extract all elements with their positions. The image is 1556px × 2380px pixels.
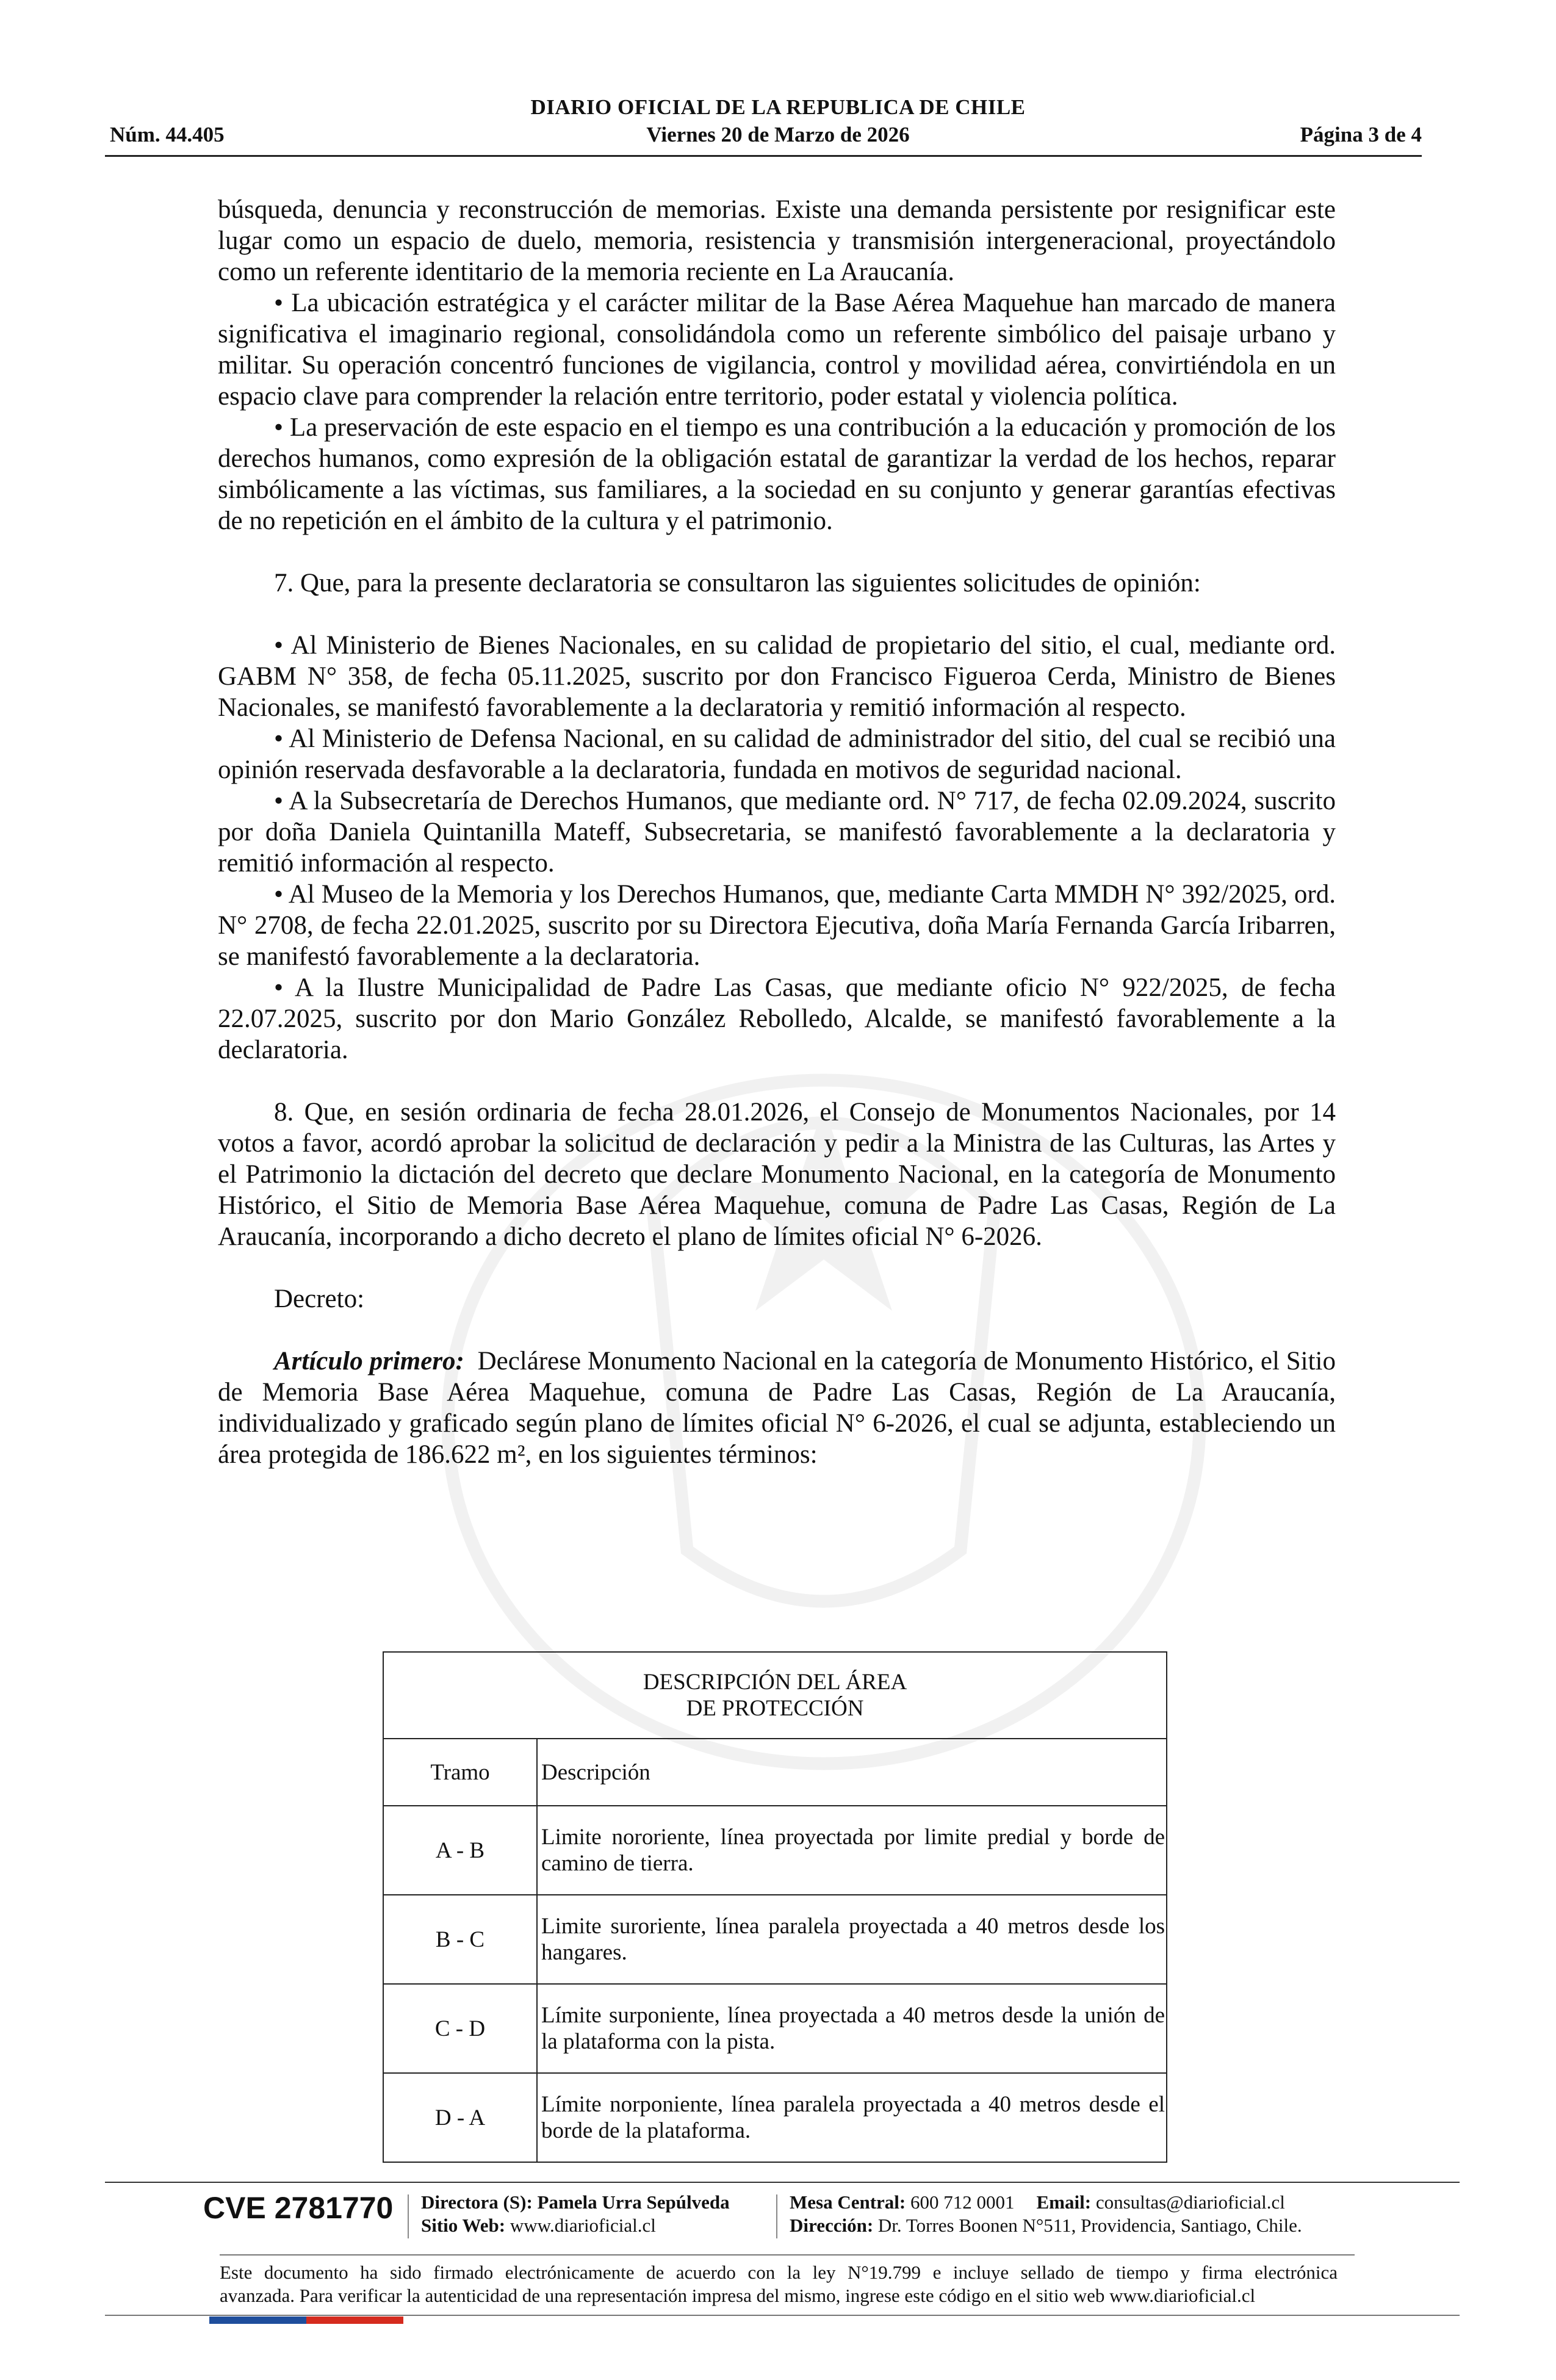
paragraph-continuation: búsqueda, denuncia y reconstrucción de memorias. Existe una demanda persistente por resignificar este lugar como un espacio de duelo, memoria, resistencia y transmisión intergeneracional, proyectándolo como un referente identitario de la memoria reciente en La Araucanía. <box>218 195 1336 286</box>
phone-label: Mesa Central: <box>790 2191 906 2213</box>
footer-separator <box>776 2194 777 2238</box>
footer-divider-top <box>105 2182 1460 2183</box>
descripcion-cell: Límite norponiente, línea paralela proyectada a 40 metros desde el borde de la plataforma. <box>537 2073 1167 2162</box>
phone-value: 600 712 0001 <box>910 2191 1015 2213</box>
bullet-defensa-nacional: • Al Ministerio de Defensa Nacional, en su calidad de administrador del sitio, del cual se recibió una opinión reservada desfavorable a la declaratoria, fundada en motivos de seguridad nacional. <box>218 724 1336 784</box>
header-divider <box>105 155 1422 157</box>
flag-red-segment <box>306 2317 403 2324</box>
articulo-primero-lead: Artículo primero: <box>274 1347 464 1376</box>
website-label: Sitio Web: <box>421 2215 506 2236</box>
footer-contact-right <box>790 2191 1302 2237</box>
articulo-primero-text: Declárese Monumento Nacional en la categoría de Monumento Histórico, el Sitio de Memoria Base Aérea Maquehue, comuna de Padre Las Casas, Región de La Araucanía, individualizado y graficado según plano de límites oficial N° 6-2026, el cual se adjunta, estableciendo un área protegida de 186.622 m², en los siguientes términos: <box>218 1347 1336 1469</box>
address-label: Dirección: <box>790 2215 874 2236</box>
director-name: Directora (S): Pamela Urra Sepúlveda <box>421 2191 730 2213</box>
issue-date: Viernes 20 de Marzo de 2026 <box>646 123 910 146</box>
footer-divider-bottom <box>105 2315 1460 2316</box>
table-caption-row <box>383 1652 1167 1739</box>
email-label: Email: <box>1036 2191 1092 2213</box>
issue-number: Núm. 44.405 <box>110 123 225 146</box>
table-row <box>383 1984 1167 2073</box>
address-value: Dr. Torres Boonen N°511, Providencia, Santiago, Chile. <box>877 2215 1302 2236</box>
cve-code: CVE 2781770 <box>203 2191 394 2225</box>
bullet-museo-memoria: • Al Museo de la Memoria y los Derechos Humanos, que, mediante Carta MMDH N° 392/2025, ord. N° 2708, de fecha 22.01.2025, suscrito por su Directora Ejecutiva, doña María Fernanda García Iribarren, se manifestó favorablemente a la declaratoria. <box>218 880 1336 971</box>
table-caption-line2: DE PROTECCIÓN <box>686 1696 864 1721</box>
protection-area-table <box>383 1651 1167 2163</box>
table-header-row <box>383 1739 1167 1806</box>
table-caption-line1: DESCRIPCIÓN DEL ÁREA <box>643 1670 907 1695</box>
chile-flag-stripe <box>209 2317 403 2324</box>
col-header-descripcion: Descripción <box>537 1739 1167 1806</box>
tramo-cell: D - A <box>383 2073 537 2162</box>
table-caption <box>383 1652 1167 1739</box>
page-indicator: Página 3 de 4 <box>1300 123 1422 146</box>
bullet-preservacion: • La preservación de este espacio en el tiempo es una contribución a la educación y promoción de los derechos humanos, como expresión de la obligación estatal de garantizar la verdad de los hechos, reparar simbólicamente a las víctimas, sus familiares, a la sociedad en su conjunto y generar garantías efectivas de no repetición en el ámbito de la cultura y el patrimonio. <box>218 413 1336 535</box>
considerando-8: 8. Que, en sesión ordinaria de fecha 28.01.2026, el Consejo de Monumentos Nacionales, por 14 votos a favor, acordó aprobar la solicitud de declaración y pedir a la Ministra de las Culturas, las Artes y el Patrimonio la dictación del decreto que declare Monumento Nacional, en la categoría de Monumento Histórico, el Sitio de Memoria Base Aérea Maquehue, comuna de Padre Las Casas, Región de La Araucanía, incorporando a dicho decreto el plano de límites oficial N° 6-2026. <box>218 1098 1336 1251</box>
descripcion-cell: Limite nororiente, línea proyectada por limite predial y borde de camino de tierra. <box>537 1806 1167 1895</box>
tramo-cell: A - B <box>383 1806 537 1895</box>
email-link[interactable]: consultas@diarioficial.cl <box>1095 2191 1285 2213</box>
descripcion-cell: Limite suroriente, línea paralela proyectada a 40 metros desde los hangares. <box>537 1895 1167 1984</box>
bullet-municipalidad: • A la Ilustre Municipalidad de Padre Las Casas, que mediante oficio N° 922/2025, de fecha 22.07.2025, suscrito por don Mario González Rebolledo, Alcalde, se manifestó favorablemente a la declaratoria. <box>218 973 1336 1064</box>
gazette-title: DIARIO OFICIAL DE LA REPUBLICA DE CHILE <box>530 95 1026 119</box>
considerando-7: 7. Que, para la presente declaratoria se consultaron las siguientes solicitudes de opinión: <box>274 569 1201 597</box>
footer-divider-middle <box>220 2254 1355 2256</box>
tramo-cell: B - C <box>383 1895 537 1984</box>
legal-notice-line2: avanzada. Para verificar la autenticidad de una representación impresa del mismo, ingrese este código en el sitio web www.diarioficial.cl <box>220 2285 1256 2306</box>
table-row <box>383 1806 1167 1895</box>
legal-notice-line1: Este documento ha sido firmado electrónicamente de acuerdo con la ley N°19.799 e incluye sellado de tiempo y firma electrónica <box>220 2262 1338 2283</box>
website-link[interactable]: www.diarioficial.cl <box>510 2215 656 2236</box>
descripcion-cell: Límite surponiente, línea proyectada a 40 metros desde la unión de la plataforma con la pista. <box>537 1984 1167 2073</box>
articulo-primero <box>218 1346 1336 1470</box>
tramo-cell: C - D <box>383 1984 537 2073</box>
bullet-base-aerea: • La ubicación estratégica y el carácter militar de la Base Aérea Maquehue han marcado de manera significativa el imaginario regional, consolidándola como un referente simbólico del paisaje urbano y militar. Su operación concentró funciones de vigilancia, control y movilidad aérea, convirtiéndola en un espacio clave para comprender la relación entre territorio, poder estatal y violencia política. <box>218 289 1336 411</box>
legal-notice <box>220 2261 1338 2307</box>
bullet-derechos-humanos: • A la Subsecretaría de Derechos Humanos, que mediante ord. N° 717, de fecha 02.09.2024, suscrito por doña Daniela Quintanilla Mateff, Subsecretaria, se manifestó favorablemente a la declaratoria y remitió información al respecto. <box>218 787 1336 878</box>
footer-contact-left <box>421 2191 730 2237</box>
decreto-heading: Decreto: <box>274 1285 365 1313</box>
flag-blue-segment <box>209 2317 306 2324</box>
table-row <box>383 1895 1167 1984</box>
footer-separator <box>408 2194 409 2238</box>
col-header-tramo: Tramo <box>383 1739 537 1806</box>
bullet-bienes-nacionales: • Al Ministerio de Bienes Nacionales, en su calidad de propietario del sitio, el cual, mediante ord. GABM N° 358, de fecha 05.11.2025, suscrito por don Francisco Figueroa Cerda, Ministro de Bienes Nacionales, se manifestó favorablemente a la declaratoria y remitió información al respecto. <box>218 631 1336 722</box>
table-row <box>383 2073 1167 2162</box>
document-body <box>218 194 1336 1470</box>
